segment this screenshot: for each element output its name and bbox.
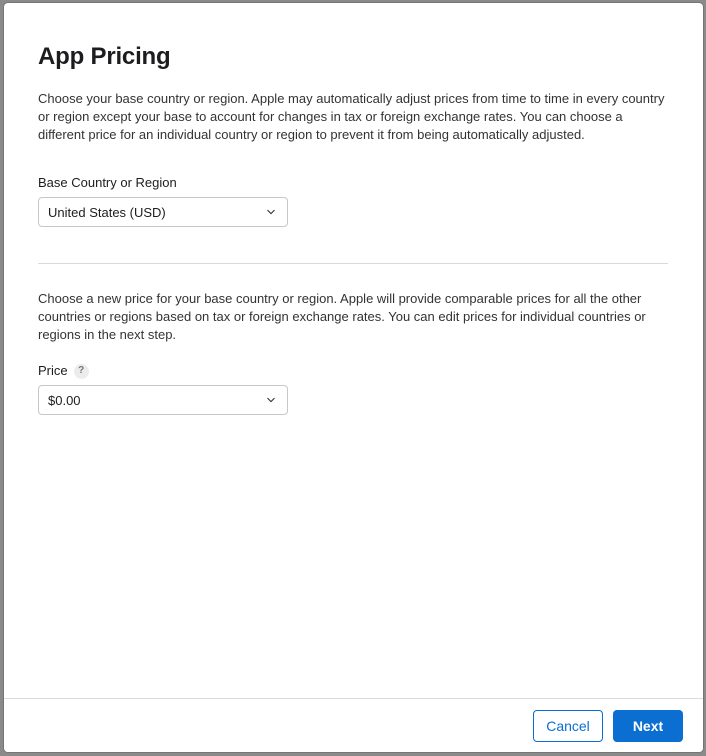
cancel-button[interactable]: Cancel: [533, 710, 603, 742]
chevron-down-icon: [267, 396, 275, 404]
app-pricing-dialog: [4, 3, 703, 752]
base-country-description: Choose your base country or region. Apple may automatically adjust prices from time to time in every country or region except your base to account for changes in tax or foreign exchange rates. You can choose a different price for an individual country or region to prevent it from being automatically adjusted.: [38, 91, 665, 142]
section-divider: [38, 263, 668, 264]
dialog-title: App Pricing: [38, 43, 171, 70]
price-label-row: [38, 362, 89, 380]
price-select[interactable]: [38, 385, 288, 415]
next-button[interactable]: Next: [613, 710, 683, 742]
price-label: Price: [38, 363, 68, 378]
help-icon[interactable]: ?: [74, 364, 89, 379]
base-country-value: United States (USD): [48, 205, 166, 220]
price-value: $0.00: [48, 393, 81, 408]
chevron-down-icon: [267, 208, 275, 216]
price-description: Choose a new price for your base country or region. Apple will provide comparable prices for all the other countries or regions based on tax or foreign exchange rates. You can edit prices for individual countries or regions in the next step.: [38, 291, 646, 342]
base-country-label: Base Country or Region: [38, 175, 177, 190]
dialog-footer: [4, 698, 703, 752]
base-country-select[interactable]: [38, 197, 288, 227]
